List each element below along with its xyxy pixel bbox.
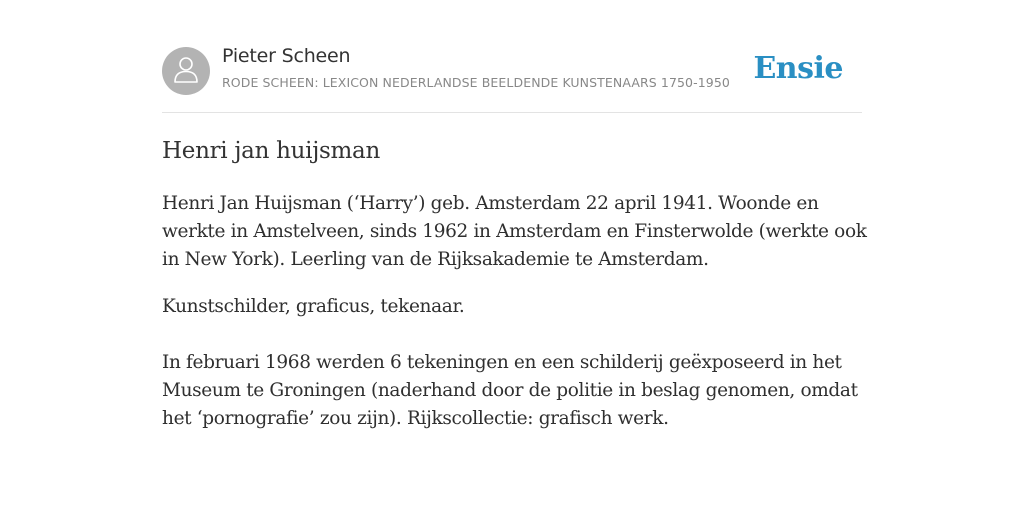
article-header	[162, 0, 862, 113]
article-paragraph: Henri Jan Huijsman (‘Harry’) geb. Amsterdam 22 april 1941. Woonde en werkte in Amstelveen, sinds 1962 in Amsterdam en Finsterwolde (werkte ook in New York). Leerling van de Rijksakademie te Amsterdam.	[162, 193, 867, 270]
ensie-logo[interactable]: Ensie	[753, 51, 843, 86]
article-paragraph: In februari 1968 werden 6 tekeningen en een schilderij geëxposeerd in het Museum te Groningen (naderhand door de politie in beslag genomen, omdat het ‘pornografie’ zou zijn). Rijkscollectie: grafisch werk.	[162, 352, 858, 429]
author-name[interactable]: Pieter Scheen	[222, 45, 351, 67]
author-avatar[interactable]	[162, 47, 210, 95]
source-label[interactable]: RODE SCHEEN: LEXICON NEDERLANDSE BEELDENDE KUNSTENAARS 1750-1950	[222, 75, 730, 90]
article-title: Henri jan huijsman	[162, 138, 380, 164]
user-icon	[172, 54, 200, 89]
article-card	[162, 0, 867, 429]
article-paragraph: Kunstschilder, graficus, tekenaar.	[162, 296, 465, 317]
